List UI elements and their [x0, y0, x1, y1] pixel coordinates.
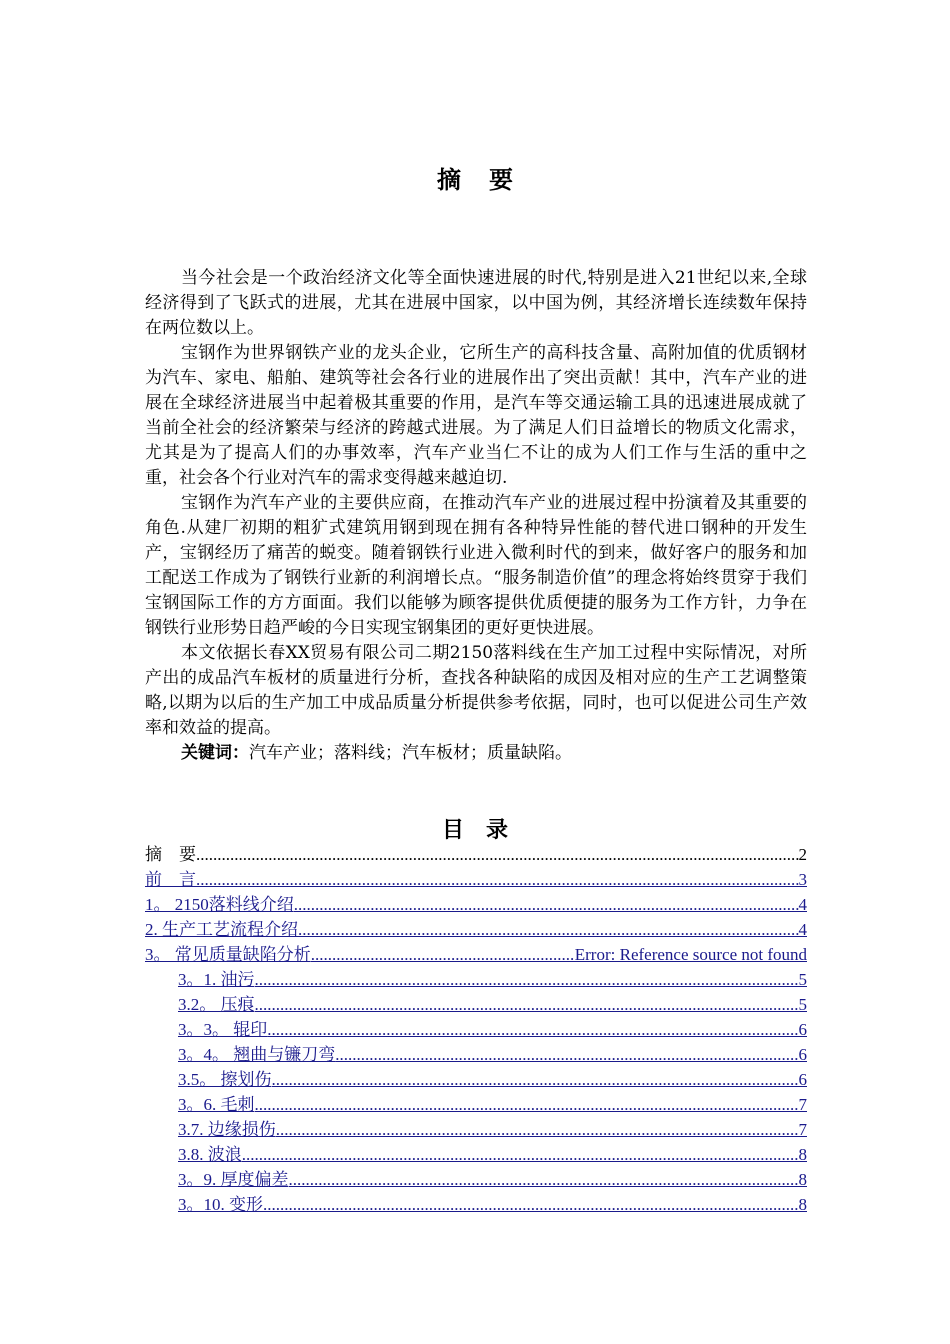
toc-leader-dots [263, 1195, 799, 1215]
toc-leader-dots [255, 970, 799, 990]
toc-entry-section-3-9[interactable] [178, 1165, 807, 1190]
toc-entry-label: 3.5。 擦划伤 [178, 1070, 272, 1089]
toc-entry-section-2[interactable] [145, 915, 807, 940]
toc-entry-label: 3.8. 波浪 [178, 1145, 242, 1164]
toc-entry-label: 3。3。 辊印 [178, 1020, 268, 1039]
abstract-paragraph-4: 本文依据长春XX贸易有限公司二期2150落料线在生产加工过程中实际情况，对所产出的成品汽车板材的质量进行分析，查找各种缺陷的成因及相对应的生产工艺调整策略,以期为以后的生产加工中成品质量分析提供参考依据，同时，也可以促进公司生产效率和效益的提高。 [145, 643, 807, 738]
toc-entry-label: 3。4。 翘曲与镰刀弯 [178, 1045, 336, 1064]
toc-leader-dots [242, 1145, 799, 1165]
toc-entry-page: 2 [798, 845, 807, 864]
toc-leader-dots [196, 845, 799, 865]
toc-entry-page: 7 [798, 1095, 807, 1114]
toc-entry-label: 3.2。 压痕 [178, 995, 255, 1014]
abstract-body [145, 266, 807, 766]
toc-entry-page: 3 [798, 870, 807, 889]
toc-entry-page: 4 [798, 895, 807, 914]
toc-leader-dots [255, 995, 799, 1015]
toc-leader-dots [294, 895, 799, 915]
toc-leader-dots [276, 1120, 799, 1140]
toc-entry-page: 7 [798, 1120, 807, 1139]
toc-entry-section-3-10[interactable] [178, 1190, 807, 1215]
toc-leader-dots [272, 1070, 799, 1090]
toc-entry-section-3-1[interactable] [178, 965, 807, 990]
abstract-paragraph-3: 宝钢作为汽车产业的主要供应商，在推动汽车产业的进展过程中扮演着及其重要的角色.从建厂初期的粗犷式建筑用钢到现在拥有各种特异性能的替代进口钢种的开发生产，宝钢经历了痛苦的蜕变。随着钢铁行业进入微利时代的到来，做好客户的服务和加工配送工作成为了钢铁行业新的利润增长点。“服务制造价值”的理念将始终贯穿于我们宝钢国际工作的方方面面。我们以能够为顾客提供优质便捷的服务为工作方针，力争在钢铁行业形势日趋严峻的今日实现宝钢集团的更好更快进展。 [145, 493, 807, 638]
toc-entry-label: 前 言 [145, 870, 196, 889]
toc-entry-label: 3.7. 边缘损伤 [178, 1120, 276, 1139]
toc-entry-section-3[interactable] [145, 940, 807, 965]
toc-entry-section-3-5[interactable] [178, 1065, 807, 1090]
toc-entry-page: 6 [798, 1070, 807, 1089]
abstract-paragraph-2: 宝钢作为世界钢铁产业的龙头企业，它所生产的高科技含量、高附加值的优质钢材为汽车、家电、船舶、建筑等社会各行业的进展作出了突出贡献！其中，汽车产业的进展在全球经济进展当中起着极其重要的作用，是汽车等交通运输工具的迅速进展成就了当前全社会的经济繁荣与经济的跨越式进展。为了满足人们日益增长的物质文化需求，尤其是为了提高人们的办事效率，汽车产业当仁不让的成为人们工作与生活的重中之重，社会各个行业对汽车的需求变得越来越迫切. [145, 343, 807, 488]
toc-entry-page: 6 [798, 1020, 807, 1039]
toc-entry-section-3-2[interactable] [178, 990, 807, 1015]
toc-entry-label: 2. 生产工艺流程介绍 [145, 920, 298, 939]
toc-entry-page: 5 [798, 995, 807, 1014]
toc-entry-label: 摘 要 [145, 845, 196, 864]
toc-leader-dots [267, 1020, 798, 1040]
keywords-text: 汽车产业；落料线；汽车板材；质量缺陷。 [249, 743, 572, 763]
toc-leader-dots [298, 920, 799, 940]
toc-entry-section-3-3[interactable] [178, 1015, 807, 1040]
toc-entry-page: 4 [798, 920, 807, 939]
toc-entry-section-3-6[interactable] [178, 1090, 807, 1115]
toc-entry-page: 8 [798, 1145, 807, 1164]
toc-entry-label: 1。 2150落料线介绍 [145, 895, 294, 914]
toc-leader-dots [196, 870, 799, 890]
toc-entry-page: Error: Reference source not found [574, 945, 807, 964]
toc-entry-label: 3。9. 厚度偏差 [178, 1170, 289, 1189]
toc-leader-dots [311, 945, 575, 965]
toc-entry-label: 3。6. 毛刺 [178, 1095, 255, 1114]
keywords-line [145, 741, 807, 766]
toc-title: 目录 [441, 817, 530, 843]
abstract-title: 摘要 [437, 165, 541, 194]
toc-entry-section-3-4[interactable] [178, 1040, 807, 1065]
toc-entry-page: 6 [798, 1045, 807, 1064]
table-of-contents [145, 840, 807, 1215]
toc-leader-dots [255, 1095, 799, 1115]
toc-entry-section-3-7[interactable] [178, 1115, 807, 1140]
toc-entry-section-3-8[interactable] [178, 1140, 807, 1165]
toc-entry-label: 3。1. 油污 [178, 970, 255, 989]
abstract-paragraph-1: 当今社会是一个政治经济文化等全面快速进展的时代,特别是进入21世纪以来,全球经济得到了飞跃式的进展，尤其在进展中国家，以中国为例，其经济增长连续数年保持在两位数以上。 [145, 268, 807, 338]
toc-leader-dots [289, 1170, 799, 1190]
toc-entry-preface[interactable] [145, 865, 807, 890]
toc-entry-label: 3。 常见质量缺陷分析 [145, 945, 311, 964]
toc-entry-page: 5 [798, 970, 807, 989]
toc-entry-page: 8 [798, 1170, 807, 1189]
toc-entry-section-1[interactable] [145, 890, 807, 915]
toc-leader-dots [335, 1045, 798, 1065]
toc-entry-abstract[interactable] [145, 840, 807, 865]
toc-entry-label: 3。10. 变形 [178, 1195, 263, 1214]
keywords-label: 关键词： [181, 743, 249, 763]
toc-entry-page: 8 [798, 1195, 807, 1214]
